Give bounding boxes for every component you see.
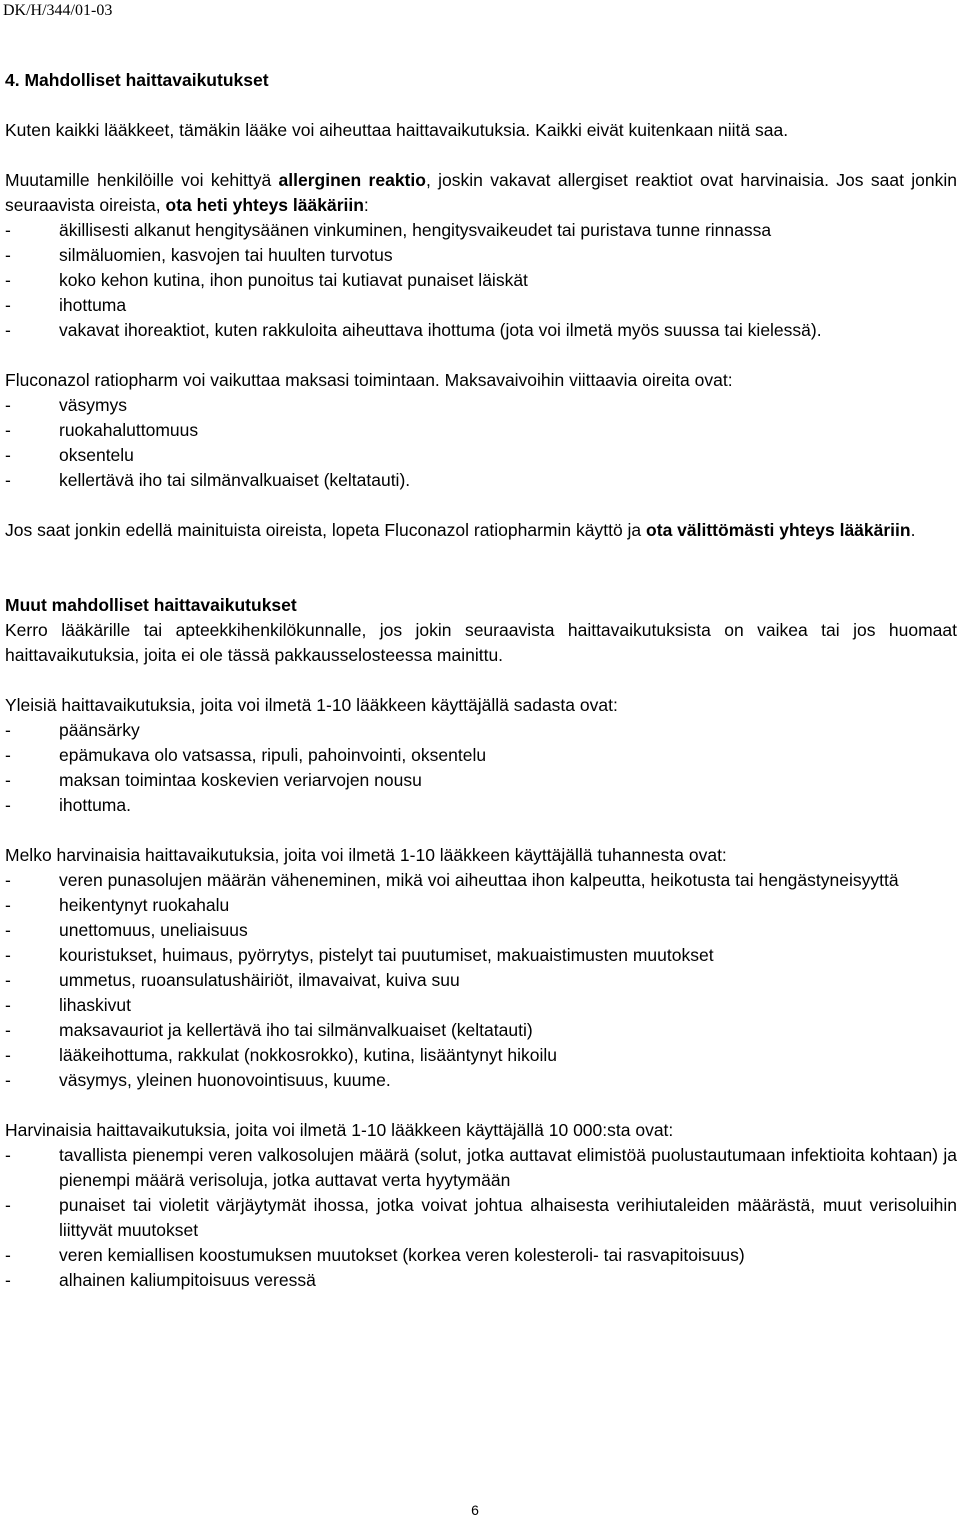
document-id: DK/H/344/01-03: [3, 2, 113, 19]
list-item-text: lihaskivut: [59, 995, 131, 1015]
list-item: - ihottuma: [5, 293, 957, 318]
list-item-text: ruokahaluttomuus: [59, 420, 199, 440]
list-item-text: alhainen kaliumpitoisuus veressä: [59, 1270, 316, 1290]
page-number: 6: [471, 1502, 479, 1518]
list-item-text: äkillisesti alkanut hengitysäänen vinkuminen, hengitysvaikeudet tai puristava tunne rinnassa: [59, 220, 772, 240]
list-item: - silmäluomien, kasvojen tai huulten turvotus: [5, 243, 957, 268]
document-body: [5, 68, 957, 1293]
list-item: - unettomuus, uneliaisuus: [5, 918, 957, 943]
allergy-text-2: , joskin vakavat allergiset reaktiot ovat harvinaisia. Jos saat jonkin seuraavista oireista,: [5, 170, 957, 215]
list-item: - ummetus, ruoansulatushäiriöt, ilmavaivat, kuiva suu: [5, 968, 957, 993]
liver-intro: Fluconazol ratiopharm voi vaikuttaa maksasi toimintaan. Maksavaivoihin viittaavia oireita ovat:: [5, 370, 733, 390]
other-paragraph: Kerro lääkärille tai apteekkihenkilökunnalle, jos jokin seuraavista haittavaikutuksista on vaikea tai jos huomaat haittavaikutuksia, joita ei ole tässä pakkausselosteessa mainittu.: [5, 620, 957, 665]
other-heading: Muut mahdolliset haittavaikutukset: [5, 595, 297, 615]
list-item-text: veren punasolujen määrän väheneminen, mikä voi aiheuttaa ihon kalpeutta, heikotusta tai hengästyneisyyttä: [59, 870, 899, 890]
list-item-text: väsymys: [59, 395, 128, 415]
stop-text-2: .: [910, 520, 916, 540]
list-item-text: unettomuus, uneliaisuus: [59, 920, 248, 940]
list-item-text: ummetus, ruoansulatushäiriöt, ilmavaivat, kuiva suu: [59, 970, 460, 990]
list-item-text: ihottuma.: [59, 795, 131, 815]
list-item-text: kouristukset, huimaus, pyörrytys, pistelyt tai puutumiset, makuaistimusten muutokset: [59, 945, 714, 965]
allergy-list: [5, 218, 957, 343]
allergy-bold-1: allerginen reaktio: [278, 170, 426, 190]
common-intro: Yleisiä haittavaikutuksia, joita voi ilmetä 1-10 lääkkeen käyttäjällä sadasta ovat:: [5, 695, 618, 715]
list-item: - maksavauriot ja kellertävä iho tai silmänvalkuaiset (keltatauti): [5, 1018, 957, 1043]
list-item: - maksan toimintaa koskevien veriarvojen nousu: [5, 768, 957, 793]
common-list: [5, 718, 957, 818]
list-item-text: koko kehon kutina, ihon punoitus tai kutiavat punaiset läiskät: [59, 270, 528, 290]
list-item-text: oksentelu: [59, 445, 134, 465]
list-item: - lihaskivut: [5, 993, 957, 1018]
uncommon-intro: Melko harvinaisia haittavaikutuksia, joita voi ilmetä 1-10 lääkkeen käyttäjällä tuhannesta ovat:: [5, 845, 727, 865]
list-item-text: tavallista pienempi veren valkosolujen määrä (solut, jotka auttavat elimistöä puolustautumaan infektioita kohtaan) ja pienempi määrä verisoluja, jotka auttavat verta hyytymään: [59, 1145, 957, 1190]
list-item: - ruokahaluttomuus: [5, 418, 957, 443]
allergy-paragraph: [5, 168, 957, 218]
list-item-text: silmäluomien, kasvojen tai huulten turvotus: [59, 245, 393, 265]
stop-paragraph: [5, 518, 957, 543]
list-item: - kouristukset, huimaus, pyörrytys, pistelyt tai puutumiset, makuaistimusten muutokset: [5, 943, 957, 968]
list-item: - punaiset tai violetit värjäytymät ihossa, jotka voivat johtua alhaisesta verihiutaleiden määrästä, muut verisoluihin liittyvät muutokset: [5, 1193, 957, 1243]
liver-list: [5, 393, 957, 493]
list-item-text: veren kemiallisen koostumuksen muutokset (korkea veren kolesteroli- tai rasvapitoisuus): [59, 1245, 745, 1265]
list-item: - veren punasolujen määrän väheneminen, mikä voi aiheuttaa ihon kalpeutta, heikotusta tai hengästyneisyyttä: [5, 868, 957, 893]
list-item-text: epämukava olo vatsassa, ripuli, pahoinvointi, oksentelu: [59, 745, 487, 765]
list-item: - heikentynyt ruokahalu: [5, 893, 957, 918]
list-item-text: kellertävä iho tai silmänvalkuaiset (keltatauti).: [59, 470, 411, 490]
intro-paragraph: Kuten kaikki lääkkeet, tämäkin lääke voi aiheuttaa haittavaikutuksia. Kaikki eivät kuitenkaan niitä saa.: [5, 120, 789, 140]
list-item-text: lääkeihottuma, rakkulat (nokkosrokko), kutina, lisääntynyt hikoilu: [59, 1045, 558, 1065]
list-item-text: maksan toimintaa koskevien veriarvojen nousu: [59, 770, 422, 790]
allergy-text-3: :: [363, 195, 369, 215]
list-item: - alhainen kaliumpitoisuus veressä: [5, 1268, 957, 1293]
stop-text-1: Jos saat jonkin edellä mainituista oireista, lopeta Fluconazol ratiopharmin käyttö ja: [5, 520, 647, 540]
list-item: - väsymys, yleinen huonovointisuus, kuume.: [5, 1068, 957, 1093]
list-item-text: heikentynyt ruokahalu: [59, 895, 230, 915]
allergy-text-1: Muutamille henkilöille voi kehittyä: [5, 170, 279, 190]
list-item: - väsymys: [5, 393, 957, 418]
rare-intro: Harvinaisia haittavaikutuksia, joita voi ilmetä 1-10 lääkkeen käyttäjällä 10 000:sta ovat:: [5, 1120, 674, 1140]
allergy-bold-2: ota heti yhteys lääkäriin: [165, 195, 364, 215]
list-item-text: ihottuma: [59, 295, 127, 315]
list-item: - ihottuma.: [5, 793, 957, 818]
list-item-text: punaiset tai violetit värjäytymät ihossa, jotka voivat johtua alhaisesta verihiutaleiden määrästä, muut verisoluihin liittyvät muutokset: [59, 1195, 957, 1240]
list-item: - päänsärky: [5, 718, 957, 743]
list-item: - epämukava olo vatsassa, ripuli, pahoinvointi, oksentelu: [5, 743, 957, 768]
list-item: - äkillisesti alkanut hengitysäänen vinkuminen, hengitysvaikeudet tai puristava tunne rinnassa: [5, 218, 957, 243]
list-item-text: maksavauriot ja kellertävä iho tai silmänvalkuaiset (keltatauti): [59, 1020, 533, 1040]
stop-bold: ota välittömästi yhteys lääkäriin: [646, 520, 911, 540]
list-item: - oksentelu: [5, 443, 957, 468]
list-item: - lääkeihottuma, rakkulat (nokkosrokko), kutina, lisääntynyt hikoilu: [5, 1043, 957, 1068]
list-item-text: vakavat ihoreaktiot, kuten rakkuloita aiheuttava ihottuma (jota voi ilmetä myös suussa tai kielessä).: [59, 320, 822, 340]
list-item: - vakavat ihoreaktiot, kuten rakkuloita aiheuttava ihottuma (jota voi ilmetä myös suussa tai kielessä).: [5, 318, 957, 343]
rare-list: [5, 1143, 957, 1293]
section-heading: 4. Mahdolliset haittavaikutukset: [5, 70, 269, 90]
list-item: - kellertävä iho tai silmänvalkuaiset (keltatauti).: [5, 468, 957, 493]
list-item: - veren kemiallisen koostumuksen muutokset (korkea veren kolesteroli- tai rasvapitoisuus): [5, 1243, 957, 1268]
list-item-text: päänsärky: [59, 720, 140, 740]
uncommon-list: [5, 868, 957, 1093]
list-item: - tavallista pienempi veren valkosolujen määrä (solut, jotka auttavat elimistöä puolustautumaan infektioita kohtaan) ja pienempi määrä verisoluja, jotka auttavat verta hyytymään: [5, 1143, 957, 1193]
list-item: - koko kehon kutina, ihon punoitus tai kutiavat punaiset läiskät: [5, 268, 957, 293]
list-item-text: väsymys, yleinen huonovointisuus, kuume.: [59, 1070, 391, 1090]
